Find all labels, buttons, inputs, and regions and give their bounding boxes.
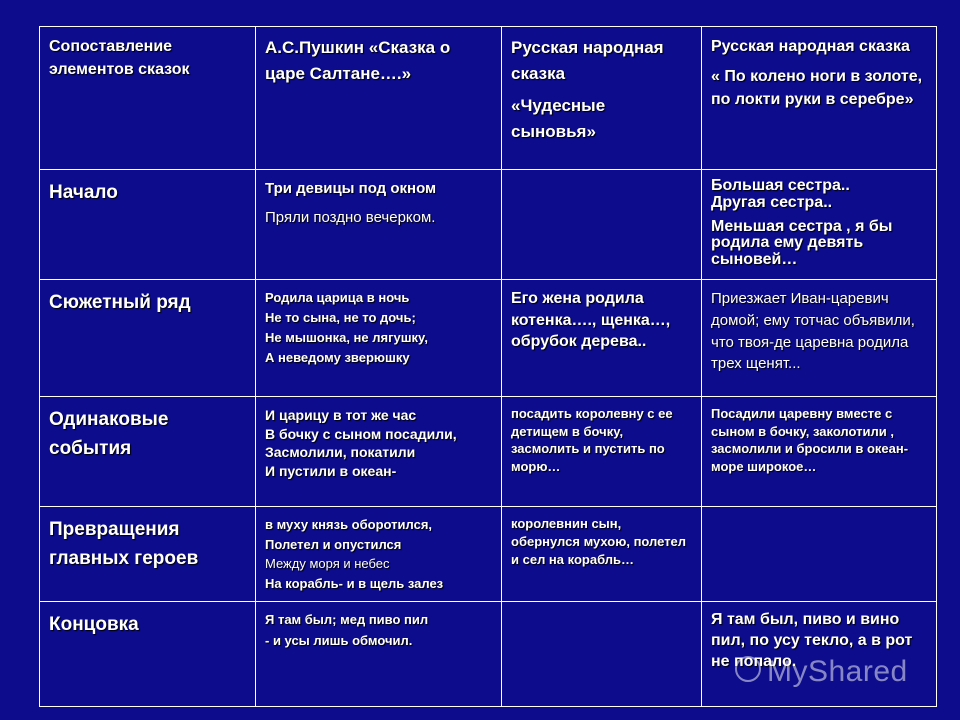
syuzhet-pushkin-line2: Не то сына, не то дочь; (265, 310, 416, 326)
cell-sobytiya-po-koleno (702, 397, 937, 507)
row-label-sobytiya-text: Одинаковые события (49, 409, 169, 460)
prevrashcheniya-chudesnye-text: королевнин сын, обернулся мухою, полетел и сел на корабль… (511, 516, 687, 568)
header-chudesnye-synovya (502, 27, 702, 170)
syuzhet-chudesnye-text: Его жена родила котенка…., щенка…, обрубок дерева.. (511, 290, 671, 351)
header-po-koleno (702, 27, 937, 170)
row-label-kontsovka-text: Концовка (49, 614, 139, 635)
syuzhet-pushkin-line1: Родила царица в ночь (265, 290, 410, 305)
row-label-syuzhet (40, 280, 256, 397)
header-po-koleno-line1: Русская народная сказка (711, 38, 910, 55)
sobytiya-pushkin-line3: И пустили в океан- (265, 463, 397, 479)
cell-kontsovka-chudesnye (502, 602, 702, 707)
cell-prevrashcheniya-pushkin (256, 507, 502, 602)
header-pushkin (256, 27, 502, 170)
table-row-prevrashcheniya (40, 507, 937, 602)
row-label-sobytiya (40, 397, 256, 507)
watermark (735, 655, 908, 689)
row-label-nachalo (40, 170, 256, 280)
row-label-nachalo-text: Начало (49, 182, 118, 203)
cell-prevrashcheniya-chudesnye (502, 507, 702, 602)
sobytiya-chudesnye-text: посадить королевну с ее детищем в бочку, засмолить и пустить по морю… (511, 406, 673, 474)
cell-nachalo-po-koleno (702, 170, 937, 280)
nachalo-po-koleno-line2: Другая сестра.. (711, 193, 833, 211)
row-label-prevrashcheniya (40, 507, 256, 602)
header-chudesnye-line1: Русская народная сказка (511, 38, 664, 83)
prevrashcheniya-pushkin-line1: в муху князь оборотился, (265, 517, 433, 532)
table-row-syuzhet (40, 280, 937, 397)
row-label-kontsovka (40, 602, 256, 707)
nachalo-pushkin-line1: Три девицы под окном (265, 180, 437, 197)
header-comparison-text: Сопоставление элементов сказок (49, 38, 190, 79)
cell-sobytiya-pushkin (256, 397, 502, 507)
kontsovka-pushkin-line2: - и усы лишь обмочил. (265, 632, 413, 648)
table-row-sobytiya (40, 397, 937, 507)
header-pushkin-text: А.С.Пушкин «Сказка о царе Салтане….» (265, 38, 451, 83)
kontsovka-pushkin-line1: Я там был; мед пиво пил (265, 612, 429, 627)
prevrashcheniya-pushkin-line2: Полетел и опустился (265, 536, 402, 552)
cell-syuzhet-po-koleno (702, 280, 937, 397)
nachalo-po-koleno-line3: Меньшая сестра , я бы родила ему девять сыновей… (711, 217, 893, 269)
watermark-text: MyShared (767, 655, 908, 688)
nachalo-po-koleno-line1: Большая сестра.. (711, 177, 850, 194)
kontsovka-po-koleno-text: Я там был, пиво и вино пил, по усу текло, а в рот не попало. (711, 611, 913, 670)
cell-sobytiya-chudesnye (502, 397, 702, 507)
header-po-koleno-line2: « По колено ноги в золоте, по локти руки в серебре» (711, 68, 923, 109)
header-comparison (40, 27, 256, 170)
comparison-table (39, 26, 937, 707)
cell-kontsovka-po-koleno (702, 602, 937, 707)
table-header-row (40, 27, 937, 170)
watermark-logo-icon (735, 656, 761, 682)
prevrashcheniya-pushkin-line4: На корабль- и в щель залез (265, 575, 444, 591)
syuzhet-pushkin-line3: Не мышонка, не лягушку, (265, 330, 428, 346)
sobytiya-pushkin-line1: И царицу в тот же час (265, 407, 417, 423)
cell-syuzhet-pushkin (256, 280, 502, 397)
cell-prevrashcheniya-po-koleno (702, 507, 937, 602)
row-label-prevrashcheniya-text: Превращения главных героев (49, 519, 199, 570)
nachalo-pushkin-line2: Пряли поздно вечерком. (265, 208, 436, 226)
prevrashcheniya-pushkin-line3: Между моря и небес (265, 556, 390, 571)
cell-kontsovka-pushkin (256, 602, 502, 707)
cell-nachalo-chudesnye (502, 170, 702, 280)
syuzhet-pushkin-line4: А неведому зверюшку (265, 350, 410, 366)
cell-syuzhet-chudesnye (502, 280, 702, 397)
sobytiya-po-koleno-text: Посадили царевну вместе с сыном в бочку, заколотили , засмолили и бросили в океан- море широкое… (711, 406, 909, 474)
sobytiya-pushkin-line2: В бочку с сыном посадили, Засмолили, покатили (265, 426, 457, 460)
table-row-nachalo (40, 170, 937, 280)
cell-nachalo-pushkin (256, 170, 502, 280)
header-chudesnye-line2: «Чудесные сыновья» (511, 96, 606, 141)
row-label-syuzhet-text: Сюжетный ряд (49, 292, 191, 313)
table-row-kontsovka (40, 602, 937, 707)
syuzhet-po-koleno-text: Приезжает Иван-царевич домой; ему тотчас объявили, что твоя-де царевна родила трех щенят... (711, 290, 915, 373)
